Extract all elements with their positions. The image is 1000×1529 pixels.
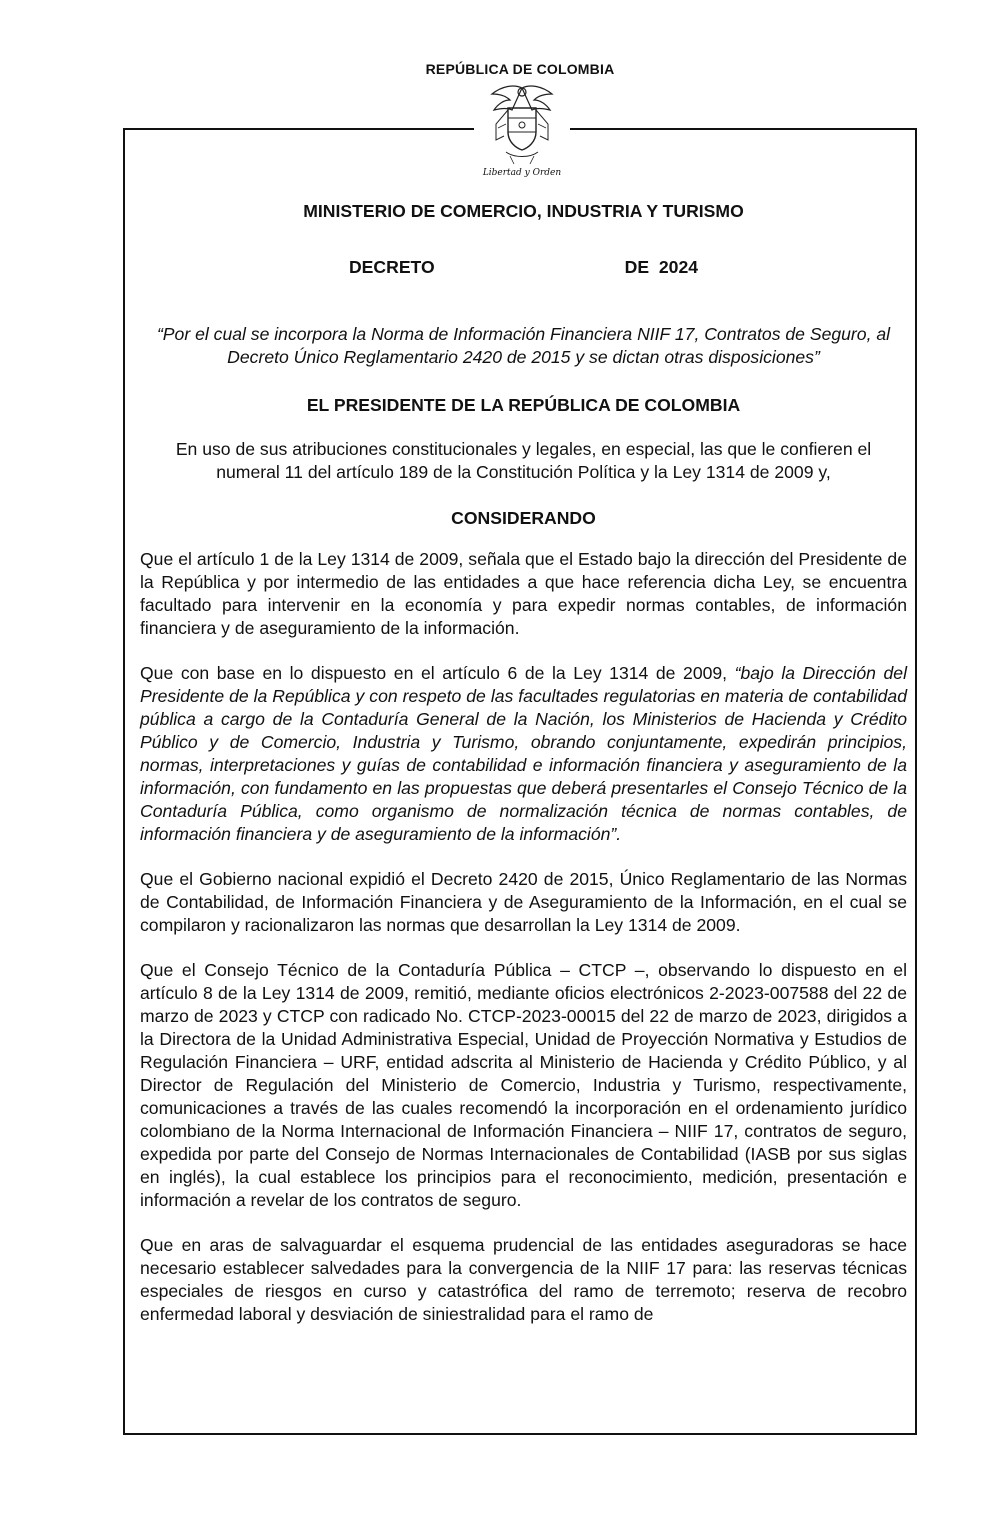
country-header: REPÚBLICA DE COLOMBIA	[425, 61, 615, 77]
considering-paragraph-3: Que el Gobierno nacional expidió el Decreto 2420 de 2015, Único Reglamentario de las Normas de Contabilidad, de Información Financiera y de Aseguramiento de la Información, en el cual se compilaron y racionalizaron las normas que desarrollan la Ley 1314 de 2009.	[140, 869, 907, 935]
considering-heading: CONSIDERANDO	[451, 508, 596, 528]
president-heading: EL PRESIDENTE DE LA REPÚBLICA DE COLOMBIA	[306, 395, 741, 415]
decree-heading	[140, 256, 907, 279]
considering-paragraph-5: Que en aras de salvaguardar el esquema prudencial de las entidades aseguradoras se hace necesario establecer salvedades para la convergencia de la NIIF 17 para: las reservas técnicas especiales de riesgos en curso y catastrófica del ramo de terremoto; reserva de recobro enfermedad laboral y desviación de siniestralidad para el ramo de	[140, 1235, 907, 1324]
coat-of-arms-seal	[474, 80, 570, 184]
paragraph-2-quote: “bajo la Dirección del Presidente de la República y con respeto de las facultades regulatorias en materia de contabilidad pública a cargo de la Contaduría General de la Nación, los Ministerios de Hacienda y Crédito Público y de Comercio, Industria y Turismo, obrando conjuntamente, expedirán principios, normas, interpretaciones y guías de contabilidad e información financiera y aseguramiento de la información, con fundamento en las propuestas que deberá presentarles el Consejo Técnico de la Contaduría Pública, como organismo de normalización técnica de normas contables, de información financiera y de aseguramiento de la información”.	[140, 663, 908, 844]
document-body	[140, 200, 907, 1326]
decree-year: DE 2024	[624, 257, 699, 277]
paragraph-2-intro: Que con base en lo dispuesto en el artículo 6 de la Ley 1314 de 2009,	[140, 663, 735, 683]
seal-motto: Libertad y Orden	[482, 168, 562, 178]
considering-paragraph-2	[140, 662, 907, 846]
considering-paragraph-4: Que el Consejo Técnico de la Contaduría Pública – CTCP –, observando lo dispuesto en el artículo 8 de la Ley 1314 de 2009, remitió, mediante oficios electrónicos 2-2023-007588 del 22 de marzo de 2023 y CTCP con radicado No. CTCP-2023-00015 del 22 de marzo de 2023, dirigidos a la Directora de la Unidad Administrativa Especial, Unidad de Proyección Normativa y Estudios de Regulación Financiera – URF, entidad adscrita al Ministerio de Hacienda y Crédito Público, y al Director de Regulación del Ministerio de Comercio, Industria y Turismo, respectivamente, comunicaciones a través de las cuales recomendó la incorporación en el ordenamiento jurídico colombiano de la Norma Internacional de Información Financiera – NIIF 17, contratos de seguro, expedida por parte del Consejo de Normas Internacionales de Contabilidad (IASB por sus siglas en inglés), la cual establece los principios para el reconocimiento, medición, presentación e información a revelar de los contratos de seguro.	[140, 960, 907, 1210]
decree-subject: “Por el cual se incorpora la Norma de Información Financiera NIIF 17, Contratos de Seguro, al Decreto Único Reglamentario 2420 de 2015 y se dictan otras disposiciones”	[156, 324, 891, 367]
considering-paragraph-1: Que el artículo 1 de la Ley 1314 de 2009, señala que el Estado bajo la dirección del Presidente de la República y por intermedio de las entidades a que hace referencia dicha Ley, se encuentra facultado para intervenir en la economía y para expedir normas contables, de información financiera y de aseguramiento de la información.	[140, 549, 907, 638]
ministry-title: MINISTERIO DE COMERCIO, INDUSTRIA Y TURISMO	[303, 201, 744, 221]
authority-statement: En uso de sus atribuciones constitucionales y legales, en especial, las que le confieren el numeral 11 del artículo 189 de la Constitución Política y la Ley 1314 de 2009 y,	[175, 439, 872, 482]
coat-of-arms-icon	[474, 80, 570, 170]
decree-label: DECRETO	[348, 257, 435, 277]
